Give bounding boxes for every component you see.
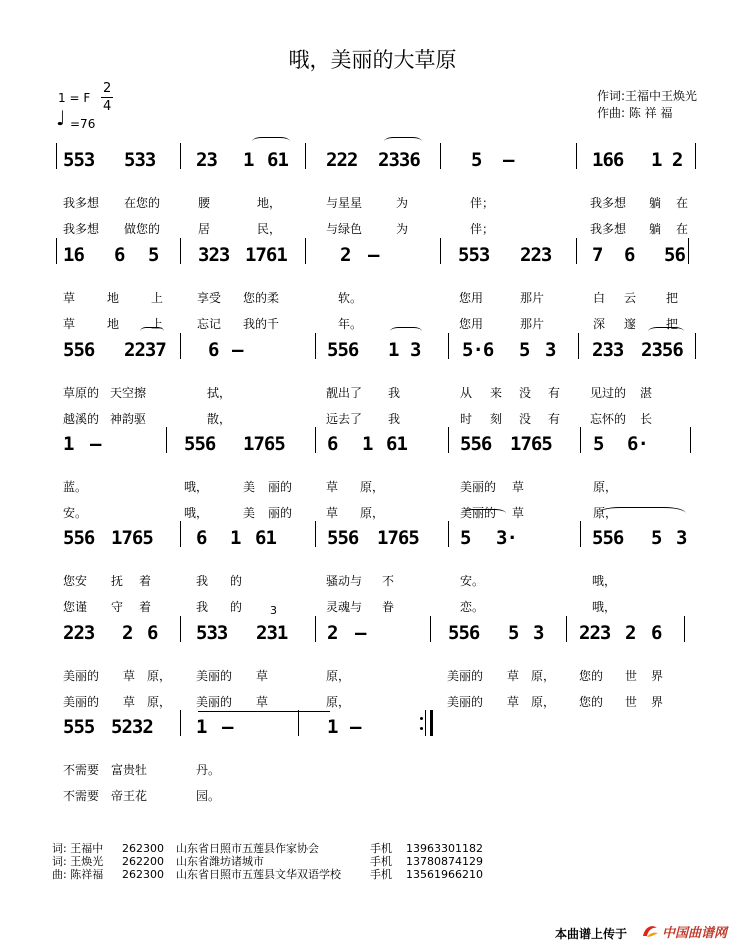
note-group: 1765: [377, 527, 419, 549]
lyric: 刻: [490, 412, 503, 426]
tie: [198, 711, 330, 712]
lyric: 世: [625, 669, 638, 683]
lyric: 界: [651, 669, 664, 683]
bar-line: [180, 710, 181, 736]
note-group: 556: [448, 622, 480, 644]
note-group: 1: [327, 716, 338, 738]
lyric: 的: [230, 600, 243, 614]
note-group: 61: [267, 149, 288, 171]
note-group: 556: [327, 339, 359, 361]
lyric: 安。: [63, 506, 88, 520]
bar-line: [166, 427, 167, 453]
bar-line: [695, 333, 696, 359]
lyric: 民，: [257, 222, 282, 236]
footer-contact-row: [52, 866, 483, 882]
note-group: 556: [184, 433, 216, 455]
note-group: 3: [533, 622, 544, 644]
lyric: 在: [676, 196, 689, 210]
lyric: 来: [490, 386, 503, 400]
lyric: 躺: [649, 196, 662, 210]
lyric: 美: [243, 480, 256, 494]
lyric: 软。: [338, 291, 363, 305]
repeat-bar-thick: [430, 710, 433, 736]
lyric: 草: [507, 669, 520, 683]
lyric: 哦，: [592, 600, 617, 614]
notes-row: [0, 417, 745, 465]
contact-phone: 13561966210: [406, 868, 483, 881]
note-group: 5·6: [462, 339, 494, 361]
note-group: 5: [471, 149, 482, 171]
lyric: 原，: [531, 695, 556, 709]
lyric: 地，: [257, 196, 282, 210]
notes-row: [0, 700, 745, 748]
lyric: 靓出了: [326, 386, 363, 400]
lyric: 美丽的: [447, 669, 484, 683]
lyric: 那片: [520, 291, 545, 305]
notes-row: [0, 606, 745, 654]
bar-line: [448, 333, 449, 359]
bar-line: [298, 710, 299, 736]
note-group: 16: [63, 244, 84, 266]
note-group: 6·: [627, 433, 648, 455]
note-group: 61: [386, 433, 407, 455]
lyric: 忘怀的: [590, 412, 627, 426]
lyric: 园。: [196, 789, 221, 803]
slur: [462, 509, 506, 518]
site-logo-icon: [641, 924, 659, 940]
note-group: 533: [124, 149, 156, 171]
lyric: 地: [107, 317, 120, 331]
lyric: 您的: [579, 669, 604, 683]
note-group: 5: [651, 527, 662, 549]
score-title: 哦，美丽的大草原: [288, 48, 457, 72]
repeat-dot: [420, 727, 423, 730]
note-group: 23: [196, 149, 217, 171]
note-group: 5232: [111, 716, 153, 738]
bar-line: [448, 521, 449, 547]
note-group: 2: [340, 244, 351, 266]
lyric: 草: [63, 317, 76, 331]
note-group: 2: [327, 622, 338, 644]
note-group: 5: [519, 339, 530, 361]
score-line-7: [0, 700, 745, 808]
lyric: 云: [624, 291, 637, 305]
lyric: 忘记: [197, 317, 222, 331]
lyric: 时: [460, 412, 473, 426]
note-group: 556: [63, 527, 95, 549]
lyric: 躺: [649, 222, 662, 236]
lyric: 哦，: [184, 480, 209, 494]
lyric: 丽的: [268, 480, 293, 494]
lyric: 上: [151, 317, 164, 331]
lyric: 草: [512, 506, 525, 520]
note-group: 3: [545, 339, 556, 361]
note-group: 223: [520, 244, 552, 266]
slur: [390, 327, 422, 336]
lyric: 抚: [111, 574, 124, 588]
note-group: 61: [255, 527, 276, 549]
lyric: 草原的: [63, 386, 100, 400]
lyric: 原，: [531, 669, 556, 683]
contact-role: 曲: 陈祥福: [52, 868, 104, 881]
note-group: 223: [579, 622, 611, 644]
lyric: 美丽的: [196, 695, 233, 709]
lyric: 做您的: [124, 222, 161, 236]
lyric: 丽的: [268, 506, 293, 520]
lyric: 守: [111, 600, 124, 614]
bar-line: [576, 238, 577, 264]
notes-row: [0, 323, 745, 371]
bar-line: [305, 238, 306, 264]
note-group: 1 2: [651, 149, 683, 171]
note-group: 323: [198, 244, 230, 266]
lyric: 美丽的: [63, 695, 100, 709]
lyric: 不需要: [63, 763, 100, 777]
lyric: 没: [519, 386, 532, 400]
lyric: 与星星: [326, 196, 363, 210]
lyric: 天空擦: [110, 386, 147, 400]
lyric: 我: [388, 412, 401, 426]
slur: [648, 327, 684, 336]
contact-phone-label: 手机: [370, 842, 392, 855]
contact-address: 山东省潍坊诸城市: [176, 855, 264, 868]
slur: [252, 137, 290, 146]
note-group: 1: [63, 433, 74, 455]
note-group: 2336: [378, 149, 420, 171]
note-group: 1: [230, 527, 241, 549]
lyric: 原，: [593, 506, 618, 520]
bar-line: [580, 521, 581, 547]
note-group: 3·: [496, 527, 517, 549]
slur: [598, 507, 686, 520]
note-group: 556: [460, 433, 492, 455]
note-group: 233: [592, 339, 624, 361]
lyric: 见过的: [590, 386, 627, 400]
lyric: 那片: [520, 317, 545, 331]
lyric: 草: [256, 669, 269, 683]
note-group: 222: [326, 149, 358, 171]
lyric: 我多想: [590, 196, 627, 210]
lyric: 您用: [459, 317, 484, 331]
bar-line: [695, 143, 696, 169]
lyric: 我: [196, 600, 209, 614]
contact-phone-label: 手机: [370, 868, 392, 881]
dash: –: [350, 716, 361, 738]
lyric: 草: [123, 695, 136, 709]
notes-row: [0, 228, 745, 276]
note-group: 1765: [510, 433, 552, 455]
time-signature-divider: [101, 97, 113, 98]
dash: –: [355, 622, 366, 644]
lyric: 原，: [147, 669, 172, 683]
lyric: 灵魂与: [326, 600, 363, 614]
note-group: 2237: [124, 339, 166, 361]
lyric: 我多想: [590, 222, 627, 236]
notes-row: [0, 511, 745, 559]
lyric: 远去了: [326, 412, 363, 426]
lyric: 把: [666, 291, 679, 305]
lyric: 不需要: [63, 789, 100, 803]
lyric: 没: [519, 412, 532, 426]
lyric: 湛: [640, 386, 653, 400]
lyric: 草: [123, 669, 136, 683]
note-group: 6: [624, 244, 635, 266]
lyric: 界: [651, 695, 664, 709]
contact-zip: 262200: [122, 855, 164, 868]
lyric: 原，: [593, 480, 618, 494]
contact-role: 词: 王焕光: [52, 855, 104, 868]
lyric: 为: [396, 196, 409, 210]
note-group: 1765: [243, 433, 285, 455]
lyric: 草: [63, 291, 76, 305]
bar-line: [180, 238, 181, 264]
note-group: 2: [122, 622, 133, 644]
bar-line: [580, 427, 581, 453]
note-group: 1761: [245, 244, 287, 266]
lyric: 美丽的: [63, 669, 100, 683]
upload-notice: 本曲谱上传于: [555, 927, 628, 941]
lyric: 丹。: [196, 763, 221, 777]
composer-credit: 作曲: 陈 祥 福: [597, 106, 673, 120]
note-group: 553: [458, 244, 490, 266]
contact-phone-label: 手机: [370, 855, 392, 868]
note-group: 7: [592, 244, 603, 266]
dash: –: [503, 149, 514, 171]
bar-line: [315, 427, 316, 453]
repeat-dot: [420, 717, 423, 720]
note-group: 5: [460, 527, 471, 549]
lyric: 蓝。: [63, 480, 88, 494]
site-logo[interactable]: [641, 922, 727, 941]
bar-line: [305, 143, 306, 169]
lyric: 居: [198, 222, 211, 236]
lyric: 草: [326, 480, 339, 494]
note-group: 56: [664, 244, 685, 266]
lyric: 上: [151, 291, 164, 305]
lyric: 哦，: [184, 506, 209, 520]
lyric: 在您的: [124, 196, 161, 210]
slur: [140, 327, 164, 336]
lyric: 原，: [326, 695, 351, 709]
note-group: 553: [63, 149, 95, 171]
lyric: 您谨: [63, 600, 88, 614]
time-signature-top: 2: [103, 81, 112, 96]
lyric: 原，: [360, 506, 385, 520]
bar-line: [315, 616, 316, 642]
note-group: 1765: [111, 527, 153, 549]
lyric: 我: [388, 386, 401, 400]
note-group: 1: [243, 149, 254, 171]
lyric: 我: [196, 574, 209, 588]
bar-line: [180, 616, 181, 642]
lyric: 与绿色: [326, 222, 363, 236]
contact-address: 山东省日照市五莲县作家协会: [176, 842, 319, 855]
note-group: 5: [593, 433, 604, 455]
dash: –: [222, 716, 233, 738]
bar-line: [688, 238, 689, 264]
bar-line: [448, 427, 449, 453]
note-group: 5: [508, 622, 519, 644]
lyric: 有: [548, 412, 561, 426]
notes-row: [0, 133, 745, 181]
note-group: 231: [256, 622, 288, 644]
note-group: 1: [362, 433, 373, 455]
lyric: 越溪的: [63, 412, 100, 426]
tempo-marking: =76: [70, 117, 96, 131]
dash: –: [90, 433, 101, 455]
bar-line: [180, 143, 181, 169]
lyric: 您的柔: [243, 291, 280, 305]
lyric: 邃: [624, 317, 637, 331]
lyric: 美: [243, 506, 256, 520]
bar-line: [690, 427, 691, 453]
note-group: 6: [651, 622, 662, 644]
lyric: 世: [625, 695, 638, 709]
quarter-note-icon: ♩: [56, 106, 66, 130]
score-line-3: [0, 323, 745, 431]
lyric: 草: [507, 695, 520, 709]
lyric: 从: [460, 386, 473, 400]
note-group: 2356: [641, 339, 683, 361]
contact-zip: 262300: [122, 842, 164, 855]
lyric: 在: [676, 222, 689, 236]
bar-line: [576, 143, 577, 169]
lyric: 我多想: [63, 196, 100, 210]
bar-line: [440, 238, 441, 264]
contact-phone: 13780874129: [406, 855, 483, 868]
lyric: 我的千: [243, 317, 280, 331]
lyric: 草: [512, 480, 525, 494]
lyric: 帝王花: [111, 789, 148, 803]
bar-line: [566, 616, 567, 642]
note-group: 5: [148, 244, 159, 266]
note-group: 556: [592, 527, 624, 549]
lyric: 神韵驱: [110, 412, 147, 426]
repeat-bar-line: [425, 710, 426, 736]
note-group: 556: [327, 527, 359, 549]
lyric: 富贵牡: [111, 763, 148, 777]
score-line-2: [0, 228, 745, 336]
lyric: 骚动与: [326, 574, 363, 588]
note-group: 6: [327, 433, 338, 455]
lyric: 把: [666, 317, 679, 331]
lyric: 眷: [382, 600, 395, 614]
score-line-6: [0, 606, 745, 714]
lyric: 不: [382, 574, 395, 588]
lyric: 的: [230, 574, 243, 588]
bar-line: [440, 143, 441, 169]
lyric: 哦，: [592, 574, 617, 588]
lyric: 我多想: [63, 222, 100, 236]
bar-line: [578, 333, 579, 359]
lyric: 深: [593, 317, 606, 331]
lyric: 长: [640, 412, 653, 426]
lyric: 着: [139, 574, 152, 588]
note-group: 3: [410, 339, 421, 361]
bar-line: [315, 521, 316, 547]
lyric: 美丽的: [196, 669, 233, 683]
lyric: 伴；: [470, 222, 495, 236]
dash: –: [232, 339, 243, 361]
note-group: 1: [388, 339, 399, 361]
lyricist-credit: 作词:王福中王焕光: [597, 89, 698, 103]
lyric: 美丽的: [447, 695, 484, 709]
lyric: 为: [396, 222, 409, 236]
triplet-mark: 3: [270, 604, 277, 617]
note-group: 3: [676, 527, 687, 549]
bar-line: [180, 333, 181, 359]
bar-line: [56, 238, 57, 264]
score-line-1: [0, 133, 745, 241]
note-group: 223: [63, 622, 95, 644]
lyric: 原，: [326, 669, 351, 683]
lyric: 散，: [207, 412, 232, 426]
lyric: 美丽的: [460, 480, 497, 494]
note-group: 556: [63, 339, 95, 361]
contact-phone: 13963301182: [406, 842, 483, 855]
key-signature: 1 = F: [58, 91, 91, 105]
bar-line: [56, 143, 57, 169]
lyric: 腰: [198, 196, 211, 210]
bar-line: [180, 521, 181, 547]
lyric: 原，: [147, 695, 172, 709]
note-group: 6: [196, 527, 207, 549]
slur: [384, 137, 422, 146]
site-logo-text: 中国曲谱网: [662, 926, 728, 941]
lyric: 伴；: [470, 196, 495, 210]
dash: –: [368, 244, 379, 266]
bar-line: [315, 333, 316, 359]
lyric: 年。: [338, 317, 363, 331]
lyric: 草: [256, 695, 269, 709]
lyric: 着: [139, 600, 152, 614]
lyric: 安。: [460, 574, 485, 588]
lyric: 有: [548, 386, 561, 400]
lyric: 白: [593, 291, 606, 305]
bar-line: [430, 616, 431, 642]
note-group: 166: [592, 149, 624, 171]
lyric: 您的: [579, 695, 604, 709]
bar-line: [684, 616, 685, 642]
note-group: 533: [196, 622, 228, 644]
lyric: 恋。: [460, 600, 485, 614]
contact-zip: 262300: [122, 868, 164, 881]
lyric: 美丽的: [460, 506, 497, 520]
time-signature-bottom: 4: [103, 99, 112, 114]
contact-role: 词: 王福中: [52, 842, 104, 855]
lyric: 原，: [360, 480, 385, 494]
note-group: 6: [147, 622, 158, 644]
note-group: 1: [196, 716, 207, 738]
note-group: 6: [208, 339, 219, 361]
contact-address: 山东省日照市五莲县文华双语学校: [176, 868, 341, 881]
lyric: 享受: [197, 291, 222, 305]
note-group: 6: [114, 244, 125, 266]
note-group: 555: [63, 716, 95, 738]
lyric: 地: [107, 291, 120, 305]
note-group: 2: [625, 622, 636, 644]
lyric: 您用: [459, 291, 484, 305]
lyric: 您安: [63, 574, 88, 588]
lyric: 拭，: [207, 386, 232, 400]
score-line-5: [0, 511, 745, 619]
lyric: 草: [326, 506, 339, 520]
